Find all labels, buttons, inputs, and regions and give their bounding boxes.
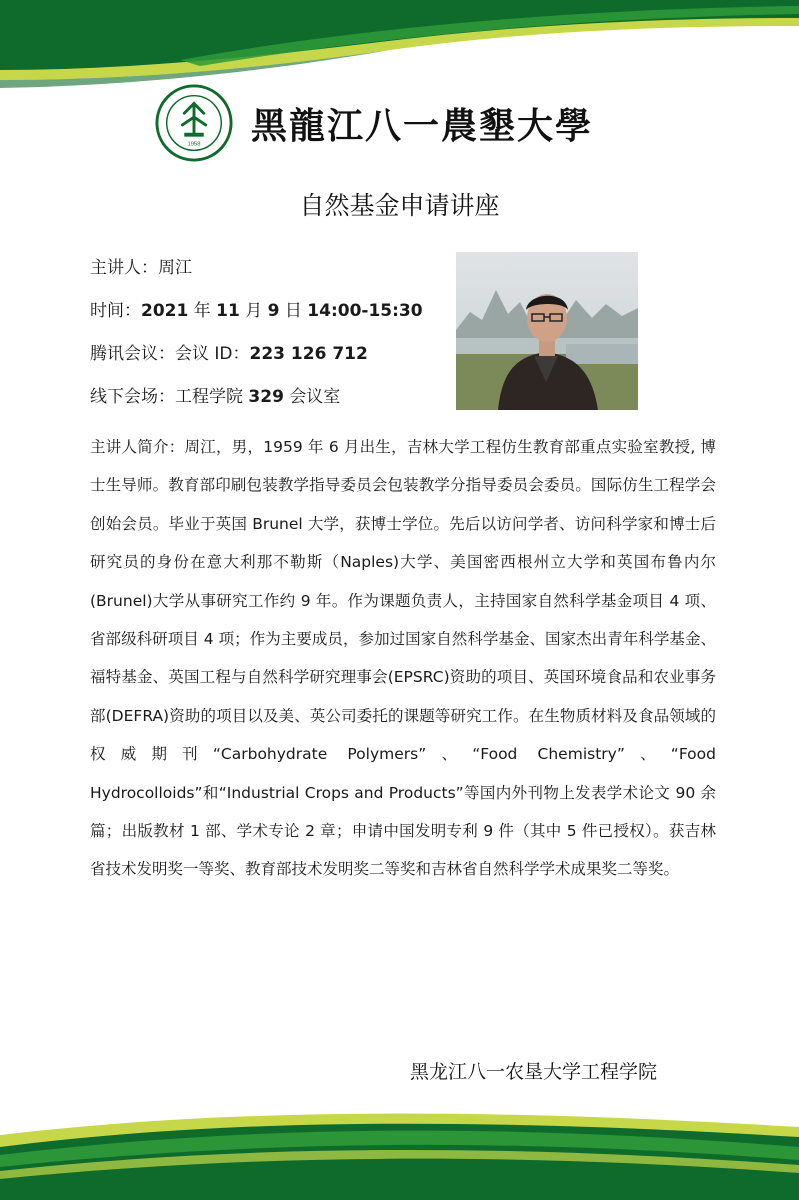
meeting-id: 223 126 712 xyxy=(249,344,368,364)
top-green-banner xyxy=(0,0,799,90)
time-unit-year: 年 xyxy=(193,301,211,321)
tencent-meeting-row xyxy=(90,338,450,381)
speaker-photo xyxy=(456,252,638,410)
venue-room: 329 xyxy=(248,387,284,407)
speaker-row xyxy=(90,252,450,295)
time-unit-day: 日 xyxy=(284,301,302,321)
time-row xyxy=(90,295,450,338)
time-day: 9 xyxy=(267,301,280,321)
venue-label: 线下会场： xyxy=(90,387,175,407)
university-logo-icon xyxy=(155,84,233,162)
meeting-id-label: 会议 ID： xyxy=(175,344,250,364)
time-unit-month: 月 xyxy=(245,301,263,321)
lecture-info xyxy=(90,252,450,424)
venue-suffix: 会议室 xyxy=(289,387,341,407)
time-year: 2021 xyxy=(141,301,189,321)
university-name: 黑龍江八一農墾大學 xyxy=(251,104,594,147)
lecture-title: 自然基金申请讲座 xyxy=(299,191,500,220)
speaker-bio: 主讲人简介：周江，男，1959 年 6 月出生，吉林大学工程仿生教育部重点实验室教授, 博士生导师。教育部印刷包装教学指导委员会包装教学分指导委员会委员。国际仿生工程学会创始会员。毕业于英国 Brunel 大学，获博士学位。先后以访问学者、访问科学家和博士后研究员的身份在意大利那不勒斯（Naples)大学、美国密西根州立大学和英国布鲁内尔(Brunel)大学从事研究工作约 9 年。作为课题负责人，主持国家自然科学基金项目 4 项、省部级科研项目 4 项；作为主要成员，参加过国家自然科学基金、国家杰出青年科学基金、福特基金、英国工程与自然科学研究理事会(EPSRC)资助的项目、英国环境食品和农业事务部(DEFRA)资助的项目以及美、英公司委托的课题等研究工作。在生物质材料及食品领域的权威期刊“Carbohydrate Polymers”、“Food Chemistry”、“Food Hydrocolloids”和“Industrial Crops and Products”等国内外刊物上发表学术论文 90 余篇；出版教材 1 部、学术专论 2 章；申请中国发明专利 9 件（其中 5 件已授权）。获吉林省技术发明奖一等奖、教育部技术发明奖二等奖和吉林省自然科学学术成果奖二等奖。 xyxy=(90,438,716,879)
university-header xyxy=(155,78,635,168)
speaker-label: 主讲人： xyxy=(90,258,158,278)
tencent-label: 腾讯会议： xyxy=(90,344,175,364)
speaker-name: 周江 xyxy=(158,258,192,278)
bottom-green-banner xyxy=(0,1105,799,1200)
time-range: 14:00-15:30 xyxy=(307,301,423,321)
venue-row xyxy=(90,381,450,424)
time-label: 时间： xyxy=(90,301,141,321)
logo-year: 1958 xyxy=(187,141,201,148)
time-month: 11 xyxy=(216,301,240,321)
venue-prefix: 工程学院 xyxy=(175,387,243,407)
organizer-name: 黑龙江八一农垦大学工程学院 xyxy=(410,1061,658,1083)
